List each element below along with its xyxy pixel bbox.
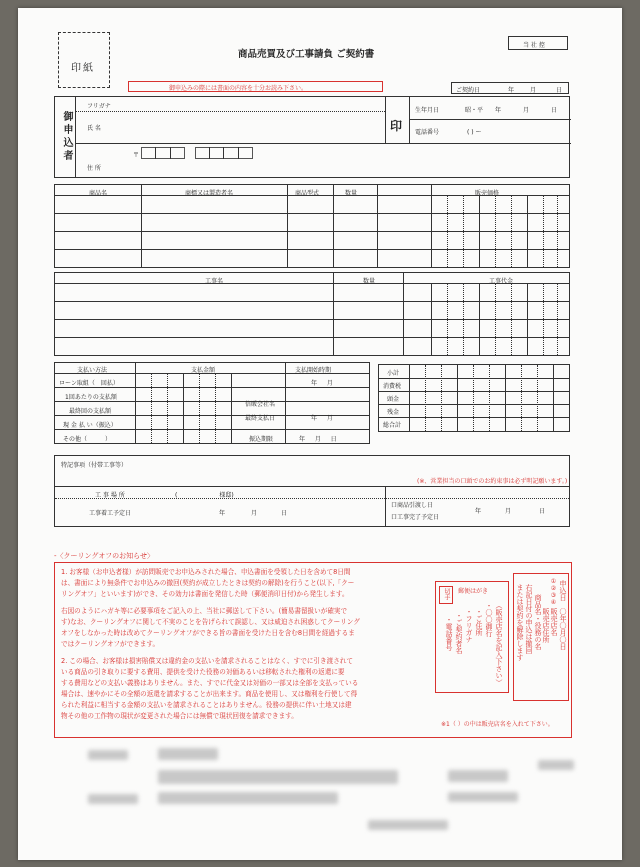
dob-label: 生年月日 [415,107,440,114]
postcard-sample: 切手 郵便はがき （販売店名を記入下さい） ・〇〇御行 ・ご住所 ・フリガナ ・ご契約者名 ・電話番号 [435,581,509,693]
phone-label: 電話番号 [415,129,440,136]
postal-mark: 〒 [133,152,140,159]
seal-mark: 印 [390,119,403,133]
special-notes-section: 特記事項（付帯工事等） (※、営業担当の口頭でのお約束事は必ず明記願います。) 工 事 場 所 ( 様邸) 工事着工予定日 年 月 日 口商品引渡し日 口工事完了予定日 年 月 日 [54,455,570,527]
address-label: 住 所 [87,165,101,172]
name-label: 氏 名 [87,125,101,132]
copy-badge: 当 社 控 [508,36,568,50]
revenue-stamp-box [58,32,110,88]
document-title: 商品売買及び工事請負 ご契約書 [238,49,375,60]
furigana-label: フリガナ [87,103,111,110]
totals-table: 小計 消費税 頭金 残金 総合計 [378,364,570,432]
contract-document [18,8,622,860]
revenue-stamp-label: 印紙 [71,63,95,74]
notice-box: 御申込みの際には書面の内容を十分お読み下さい。 [128,81,383,92]
cooling-off-heading: -〈クーリングオフのお知らせ〉 [54,552,154,560]
works-table: 工事名 数量 工事代金 [54,272,570,356]
products-table: 商品名 商標又は製造者名 商品型式 数量 販売価格 [54,184,570,268]
company-info-redacted [88,750,128,760]
withdrawal-sample: 申込日 〇年〇月〇日 ①②③④ 販売店名 販売店住所 商品名・役務の名 右記日付の申込は撤回 または契約を解除します [513,573,569,701]
postal-code-field[interactable] [141,147,185,159]
payment-table: 支払い方法 支払金額 支払開始時期 ローン取組（ 回払） 1回あたりの支払額 最終回の支払額 現 金 払 い（振込） その他（ ） 年 月 信販会社名 最終支払日 年 月 振込期限 年 月 日 [54,362,370,444]
applicant-section-label: 御申込者 [61,111,72,163]
postage-stamp-box: 切手 [439,586,453,604]
contract-date-box: ご契約日 年 月 日 [451,82,569,94]
applicant-section: 御申込者 フリガナ 氏 名 印 生年月日 昭・平 年 月 日 電話番号 ( ) ー 〒 住 所 [54,96,570,178]
cooling-off-box: 1. お客様（お申込者様）が訪問販売でお申込みされた場合、申込書面を受領した日を含めて8日間 は、書面により無条件でお申込みの撤回(契約が成立したときは契約の解除)を行うこと(以下,「クー リングオフ」といいます)ができ、その効力は書面を発信した時（郵便消印日付)から発生します。 右図のようにハガキ等に必要事項をご記入の上、当社に郵送して下さい。(簡易書留扱いが確実で す)なお、クーリングオフに関して不実のことを告げられて誤認し、又は威迫され困惑してクーリング オフをしなかった時は改めてクーリングオフができる旨の書面を受けた日を含む8日間を経過するま ではクーリングオフができます。 2. この場合、お客様は損害賠償又は違約金の支払いを請求されることはなく、すでに引き渡されて いる商品の引き取りに要する費用、提供を受けた役務の対価あるいは移転された権利の返還に要 する費用などの支払い義務はありません。また、すでに代金又は対価の一部又は全部を支払っている 場合は、速やかにその全額の返還を請求することが出来ます。商品を使用し、又は権利を行使して得 られた利益に相当する金額の支払いを請求されることはありません。役務の提供に伴い土地又は建 物その他の工作物の現状が変更された場合には無償で現状回復を請求できます。 切手 郵便はがき （販売店名を記入下さい） ・〇〇御行 ・ご住所 ・フリガナ ・ご契約者名 ・電話番号 申込日 〇年〇月〇日 ①②③④ 販売店名 販売店住所 商品名・役務の名 右記日付の申込は撤回 または契約を解除します ※1（ ）の中は販売店名を入れて下さい。 [54,562,572,738]
